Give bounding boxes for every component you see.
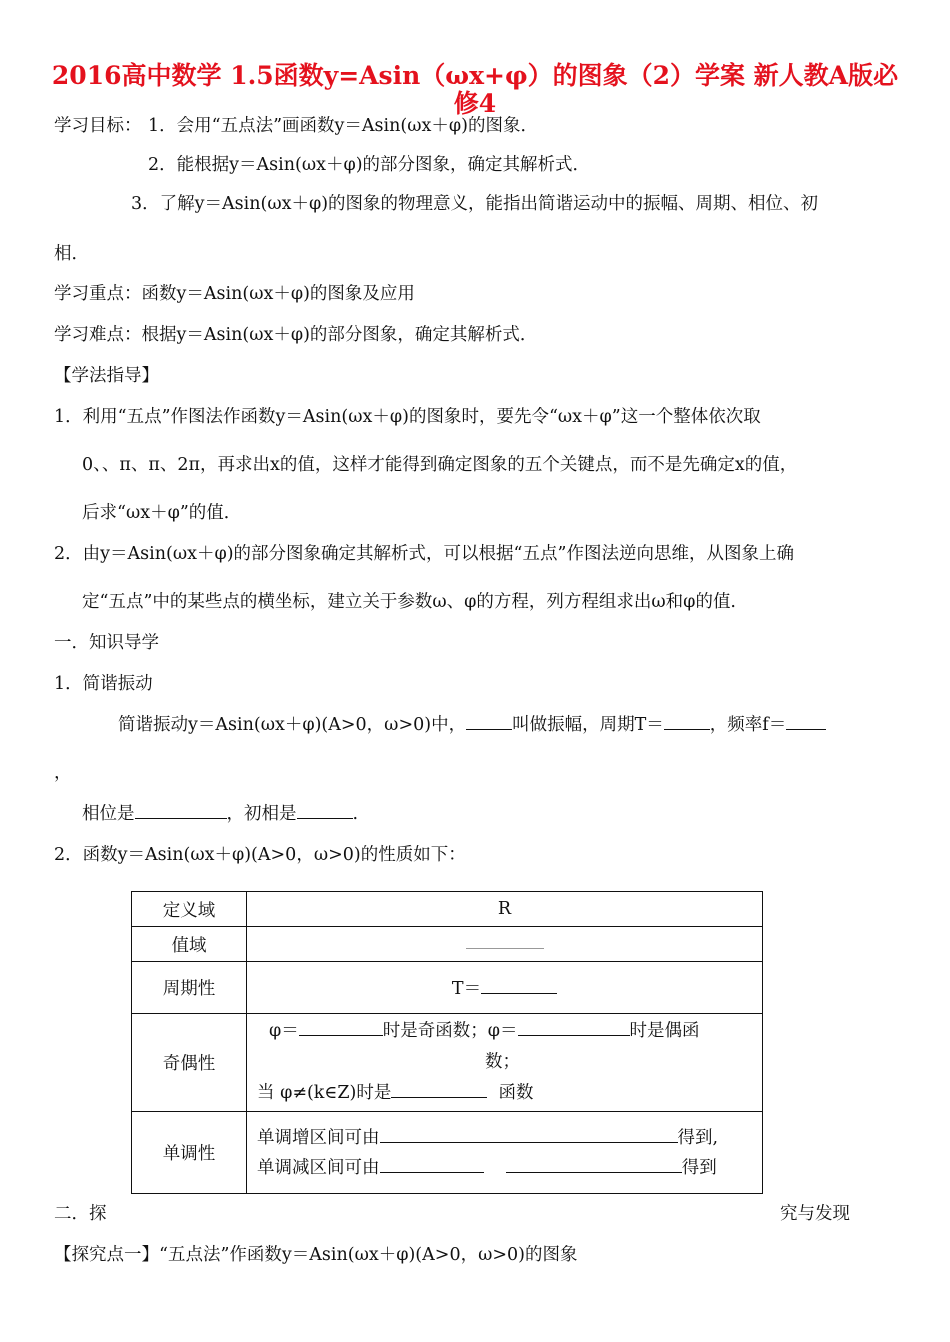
mono-text-c: 单调减区间可由	[257, 1157, 380, 1178]
harmonic-text-b: 叫做振幅，周期T＝	[512, 715, 664, 735]
section-2-heading-right: 究与发现	[780, 1204, 850, 1224]
decreasing-interval-blank-1[interactable]	[380, 1154, 484, 1173]
parity-text-c: 时是偶函	[629, 1021, 700, 1041]
table-row-period	[132, 962, 763, 1014]
document-title-line1: 2016高中数学 1.5函数y=Asin（ωx+φ）的图象（2）学案 新人教A版必	[51, 61, 899, 90]
harmonic-trailing-comma: ，	[54, 763, 72, 783]
parity-text-a: φ＝	[269, 1021, 299, 1041]
parity-line-2: 数；	[485, 1052, 520, 1072]
table-row-parity	[132, 1014, 763, 1112]
range-cell	[247, 927, 763, 962]
table-row-range	[132, 927, 763, 962]
harmonic-line-2	[82, 800, 358, 825]
mono-line-2	[257, 1153, 762, 1183]
subsection-2-heading: 2．函数y＝Asin(ωx＋φ)(A>0，ω>0)的性质如下：	[54, 845, 466, 865]
parity-line-1	[257, 1016, 762, 1047]
amplitude-blank[interactable]	[466, 711, 512, 730]
range-blank[interactable]	[466, 934, 544, 949]
section-1-heading: 一．知识导学	[54, 633, 159, 653]
key-point: 学习重点：函数y＝Asin(ωx＋φ)的图象及应用	[54, 284, 415, 304]
method-p2-line2: 定“五点”中的某些点的横坐标，建立关于参数ω、φ的方程，列方程组求出ω和φ的值.	[82, 592, 737, 612]
table-row-monotonicity	[132, 1112, 763, 1194]
parity-text-b: 时是奇函数；φ＝	[382, 1021, 518, 1041]
mono-text-d: 得到	[681, 1157, 717, 1178]
odd-condition-blank[interactable]	[299, 1017, 383, 1036]
parity-line-3	[257, 1078, 762, 1109]
period-value: T＝	[451, 979, 482, 999]
even-condition-blank[interactable]	[518, 1017, 630, 1036]
mono-text-b: 得到,	[677, 1127, 719, 1148]
harmonic-line-1	[118, 711, 826, 736]
phase-blank[interactable]	[135, 800, 227, 819]
parity-cell	[247, 1014, 763, 1112]
harmonic-text-f: .	[352, 804, 359, 824]
increasing-interval-blank[interactable]	[380, 1124, 678, 1143]
period-label: 周期性	[132, 962, 247, 1014]
table-row-domain	[132, 892, 763, 927]
mono-text-a: 单调增区间可由	[257, 1127, 380, 1148]
objective-item-3a: 3．了解y＝Asin(ωx＋φ)的图象的物理意义，能指出简谐运动中的振幅、周期、相位、初	[131, 194, 819, 214]
range-label: 值域	[132, 927, 247, 962]
harmonic-text-d: 相位是	[82, 804, 135, 824]
monotonicity-label: 单调性	[132, 1112, 247, 1194]
harmonic-text-c: ，频率f＝	[709, 715, 787, 735]
parity-text-e: 当 φ≠(k∈Z)时是	[257, 1083, 392, 1103]
objective-item-1: 1．会用“五点法”画函数y＝Asin(ωx＋φ)的图象．	[148, 116, 538, 136]
method-p2-line1: 2．由y＝Asin(ωx＋φ)的部分图象确定其解析式，可以根据“五点”作图法逆向思维，从图象上确	[54, 544, 794, 564]
domain-value: R	[247, 892, 763, 927]
harmonic-text-e: ，初相是	[226, 804, 297, 824]
method-heading: 【学法指导】	[54, 366, 159, 386]
method-p1-line1: 1．利用“五点”作图法作函数y＝Asin(ωx＋φ)的图象时，要先令“ωx＋φ”这一个整体依次取	[54, 407, 761, 427]
method-p1-line2: 0、、π、π、2π，再求出x的值，这样才能得到确定图象的五个关键点，而不是先确定x的值，	[82, 455, 798, 475]
section-2-heading-left: 二．探	[54, 1204, 107, 1224]
monotonicity-cell	[247, 1112, 763, 1194]
mono-line-1	[257, 1123, 762, 1153]
subsection-1-heading: 1．简谐振动	[54, 674, 153, 694]
objective-item-3b: 相．	[54, 244, 89, 264]
period-blank[interactable]	[664, 711, 710, 730]
objective-item-2: 2．能根据y＝Asin(ωx＋φ)的部分图象，确定其解析式．	[148, 155, 591, 175]
method-p1-line3: 后求“ωx＋φ”的值．	[82, 503, 242, 523]
properties-table	[131, 891, 763, 1194]
difficulty: 学习难点：根据y＝Asin(ωx＋φ)的部分图象，确定其解析式．	[54, 325, 538, 345]
neither-blank[interactable]	[391, 1079, 487, 1098]
period-cell	[247, 962, 763, 1014]
document-title-line2: 修4	[453, 89, 497, 118]
period-formula-blank[interactable]	[481, 975, 557, 994]
harmonic-text-a: 简谐振动y＝Asin(ωx＋φ)(A>0，ω>0)中，	[118, 715, 467, 735]
initial-phase-blank[interactable]	[297, 800, 353, 819]
decreasing-interval-blank-2[interactable]	[506, 1154, 682, 1173]
parity-text-f: 函数	[498, 1083, 534, 1103]
explore-point-1: 【探究点一】“五点法”作函数y＝Asin(ωx＋φ)(A>0，ω>0)的图象	[54, 1245, 578, 1265]
parity-label: 奇偶性	[132, 1014, 247, 1112]
frequency-blank[interactable]	[786, 711, 826, 730]
domain-label: 定义域	[132, 892, 247, 927]
objectives-label: 学习目标：	[54, 116, 142, 136]
